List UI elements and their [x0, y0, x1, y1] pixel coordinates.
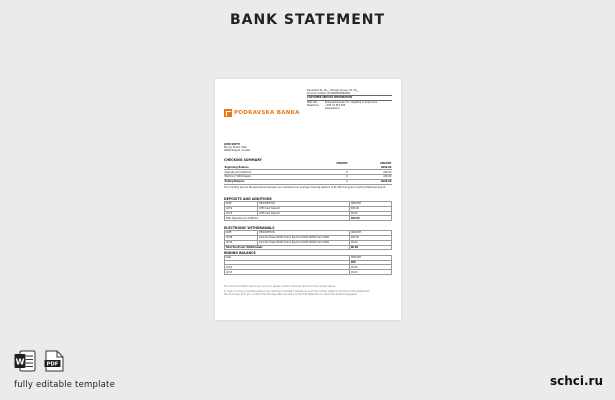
table-cell: Card Purchase 00/00 Online Payment 0000 00000 Card 0000	[258, 240, 350, 245]
table-cell: 00.00	[350, 211, 392, 216]
table-cell: $000.00	[348, 179, 392, 184]
word-icon-letter: W	[15, 357, 25, 367]
bank-logo-icon	[224, 109, 232, 117]
table-cell: 12/08	[225, 235, 258, 240]
bank-logo	[224, 107, 300, 119]
word-icon	[14, 350, 36, 372]
header-cell: AMOUNT	[350, 231, 392, 236]
header-cell: DATE	[225, 231, 258, 236]
customer-city: 00000 Zagreb, Croatia	[224, 149, 250, 153]
account-number: Account number: 00 0000000000000	[307, 92, 392, 96]
table-cell: 12/18	[225, 240, 258, 245]
page-title: BANK STATEMENT	[229, 12, 386, 28]
table-cell: 12/01	[225, 206, 258, 211]
table-row	[225, 270, 392, 275]
withdrawals-title: ELECTRONIC WITHDRAWALS	[224, 226, 275, 231]
checking-summary-table	[224, 162, 392, 185]
pdf-icon	[44, 350, 64, 372]
header-cell: AMOUNT	[336, 161, 348, 165]
service-value: www.poba.hr	[325, 107, 341, 111]
table-cell: 00.00	[350, 265, 392, 270]
header-cell: AMOUNT	[380, 161, 392, 165]
table-cell: $000.00	[348, 165, 392, 169]
service-key	[307, 107, 325, 110]
table-cell: 00.00	[350, 270, 392, 275]
table-cell: 12/15	[225, 211, 258, 216]
table-cell: 0	[305, 179, 349, 184]
header-cell: DESCRIPTION	[258, 231, 350, 236]
service-value: +385 72 655 000	[325, 103, 346, 107]
table-cell: 000.00	[350, 235, 392, 240]
deposits-title: DEPOSITS AND ADDITIONS	[224, 196, 272, 201]
statement-header	[224, 89, 392, 135]
table-cell: 000.00	[348, 170, 392, 175]
table-cell: 12/15	[225, 270, 350, 275]
deposits-table	[224, 201, 392, 221]
table-cell: 00.00	[350, 245, 392, 250]
pdf-icon-label: PDF	[46, 361, 59, 368]
service-value: Podravska banka d.d., Opatička 3, Koprivnica	[325, 100, 377, 104]
table-cell: Total Deposits and Additions	[225, 216, 350, 221]
service-key: Web site:	[307, 100, 318, 104]
customer-street: 00 Any Street, Town	[224, 146, 247, 150]
table-cell: Deposits and Additions	[224, 170, 305, 175]
ending-balance-title: ENDING BALANCE	[224, 250, 256, 255]
legal-line: For more information about your account, please contact customer service at the number above.	[224, 285, 336, 289]
fee-note: Your monthly service fee was waived because you maintained an average checking balance of $1,500 during the monthly statement period.	[224, 185, 386, 189]
service-key: Telephone:	[307, 103, 320, 107]
table-cell: ATM Cash Deposit	[258, 211, 350, 216]
editable-template-label: fully editable template	[14, 380, 116, 390]
header-cell: DATE	[225, 201, 258, 206]
account-info	[307, 89, 392, 135]
header-cell: Date	[225, 255, 350, 260]
service-title: CUSTOMER SERVICE INFORMATION	[307, 96, 392, 100]
table-cell: Card Purchase 00/00 Online Payment 0000 00000 Card 0000	[258, 235, 350, 240]
header-cell: AMOUNT	[350, 201, 392, 206]
bank-name: PODRAVSKA BANKA	[234, 110, 300, 116]
legal-notice	[224, 285, 392, 297]
table-cell: Ending Balance	[224, 179, 305, 184]
checking-summary-title: CHECKING SUMMARY	[224, 157, 262, 162]
table-cell: 12/01	[225, 265, 350, 270]
table-row	[225, 216, 392, 221]
table-cell: 0	[305, 175, 349, 180]
table-cell: Beginning Balance	[224, 165, 305, 169]
table-cell: 00.00	[350, 240, 392, 245]
legal-line: We must hear from you no later than 60 days after we sent you the first statement on which the problem appeared.	[224, 293, 358, 297]
table-cell: Total Electronic Withdrawals	[225, 245, 350, 250]
ending-balance-table	[224, 255, 392, 275]
customer-address	[224, 143, 392, 153]
table-cell: 000.00	[348, 175, 392, 180]
header-cell: AMOUNT	[350, 255, 392, 260]
table-row	[225, 245, 392, 250]
statement-document	[215, 79, 401, 320]
legal-line: In case of errors or questions about your electronic transfers, telephone us at the number listed on the front of this statement.	[224, 290, 370, 294]
table-cell: 000	[350, 260, 392, 265]
table-row	[224, 179, 392, 184]
site-watermark: schci.ru	[549, 374, 603, 388]
withdrawals-table	[224, 230, 392, 250]
table-cell: 000.00	[350, 206, 392, 211]
table-cell: 0	[305, 170, 349, 175]
table-cell: ATM Cash Deposit	[258, 206, 350, 211]
customer-name: JOHN SMITH	[224, 143, 240, 146]
header-cell: DESCRIPTION	[258, 201, 350, 206]
table-cell: 000.00	[350, 216, 392, 221]
statement-period: December 01, 20__ through January 01, 20__	[307, 89, 359, 92]
table-cell: Electronic Withdrawals	[224, 175, 305, 180]
